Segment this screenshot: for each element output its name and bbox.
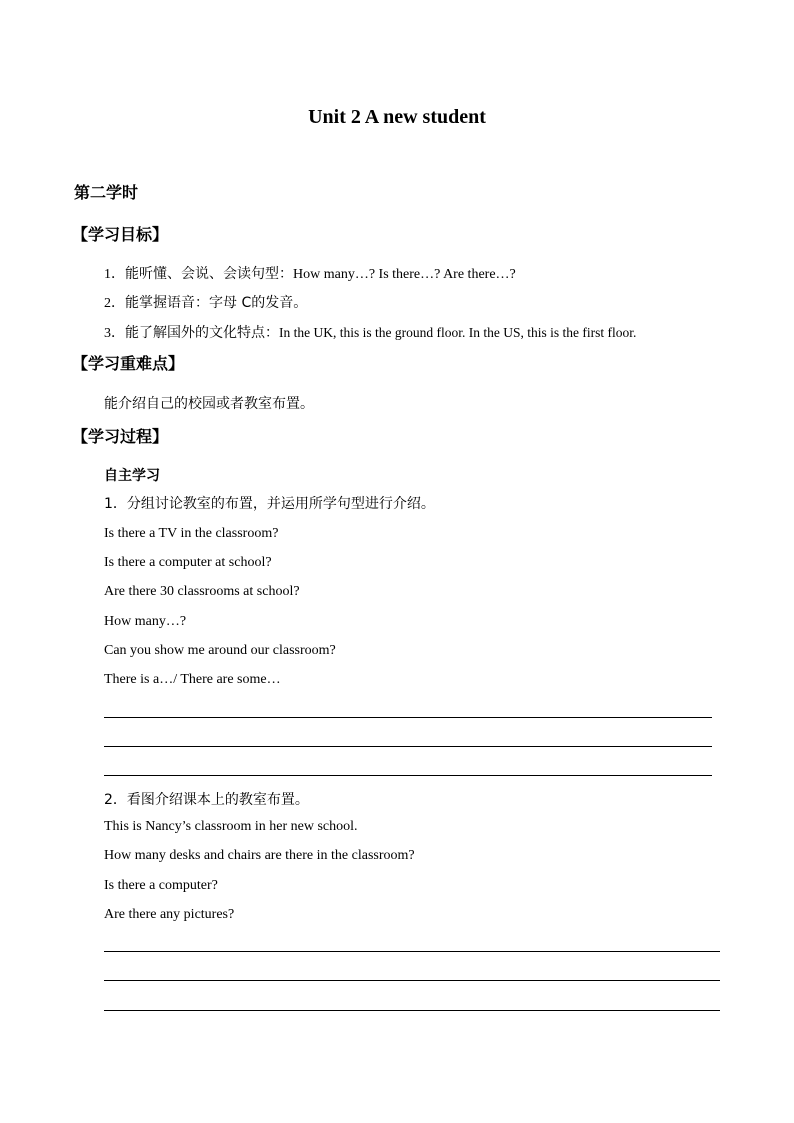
process-heading: 【学习过程】 [72, 427, 169, 446]
objective-number: 3． [104, 326, 125, 341]
objective-text-zh: 能了解国外的文化特点： [125, 325, 279, 341]
objective-item [104, 292, 307, 312]
task2-sentence: How many desks and chairs are there in the classroom? [104, 848, 415, 863]
objective-text-zh: 能听懂、会说、会读句型： [125, 266, 293, 282]
lesson-label: 第二学时 [74, 183, 139, 202]
objective-item [104, 263, 516, 283]
objective-item [104, 322, 636, 342]
answer-line[interactable] [104, 951, 720, 952]
answer-line[interactable] [104, 746, 712, 747]
task1-sentence: Is there a TV in the classroom? [104, 526, 279, 541]
task1-sentence: There is a…/ There are some… [104, 672, 281, 687]
objective-text-zh: 能掌握语音：字母 C的发音。 [125, 295, 308, 311]
page-title: Unit 2 A new student [308, 106, 486, 128]
task1-sentence: Is there a computer at school? [104, 555, 272, 570]
answer-line[interactable] [104, 980, 720, 981]
objective-number: 1． [104, 267, 125, 282]
objective-text-en: How many…? Is there…? Are there…? [293, 267, 516, 282]
objective-number: 2． [104, 296, 125, 311]
key-points-text: 能介绍自己的校园或者教室布置。 [104, 396, 314, 412]
key-points-heading: 【学习重难点】 [72, 354, 185, 373]
task1-sentence: How many…? [104, 614, 187, 629]
objectives-heading: 【学习目标】 [72, 225, 169, 244]
task2-sentence: This is Nancy’s classroom in her new school. [104, 819, 358, 834]
task2-sentence: Is there a computer? [104, 878, 218, 893]
task2-title: 2．看图介绍课本上的教室布置。 [104, 792, 309, 808]
answer-line[interactable] [104, 1010, 720, 1011]
answer-line[interactable] [104, 717, 712, 718]
self-study-label: 自主学习 [104, 468, 160, 484]
task2-sentence: Are there any pictures? [104, 907, 235, 922]
task1-sentence: Can you show me around our classroom? [104, 643, 336, 658]
task1-sentence: Are there 30 classrooms at school? [104, 584, 300, 599]
task1-title: 1．分组讨论教室的布置，并运用所学句型进行介绍。 [104, 496, 435, 512]
answer-line[interactable] [104, 775, 712, 776]
objective-text-en: In the UK, this is the ground floor. In the US, this is the first floor. [279, 325, 637, 340]
